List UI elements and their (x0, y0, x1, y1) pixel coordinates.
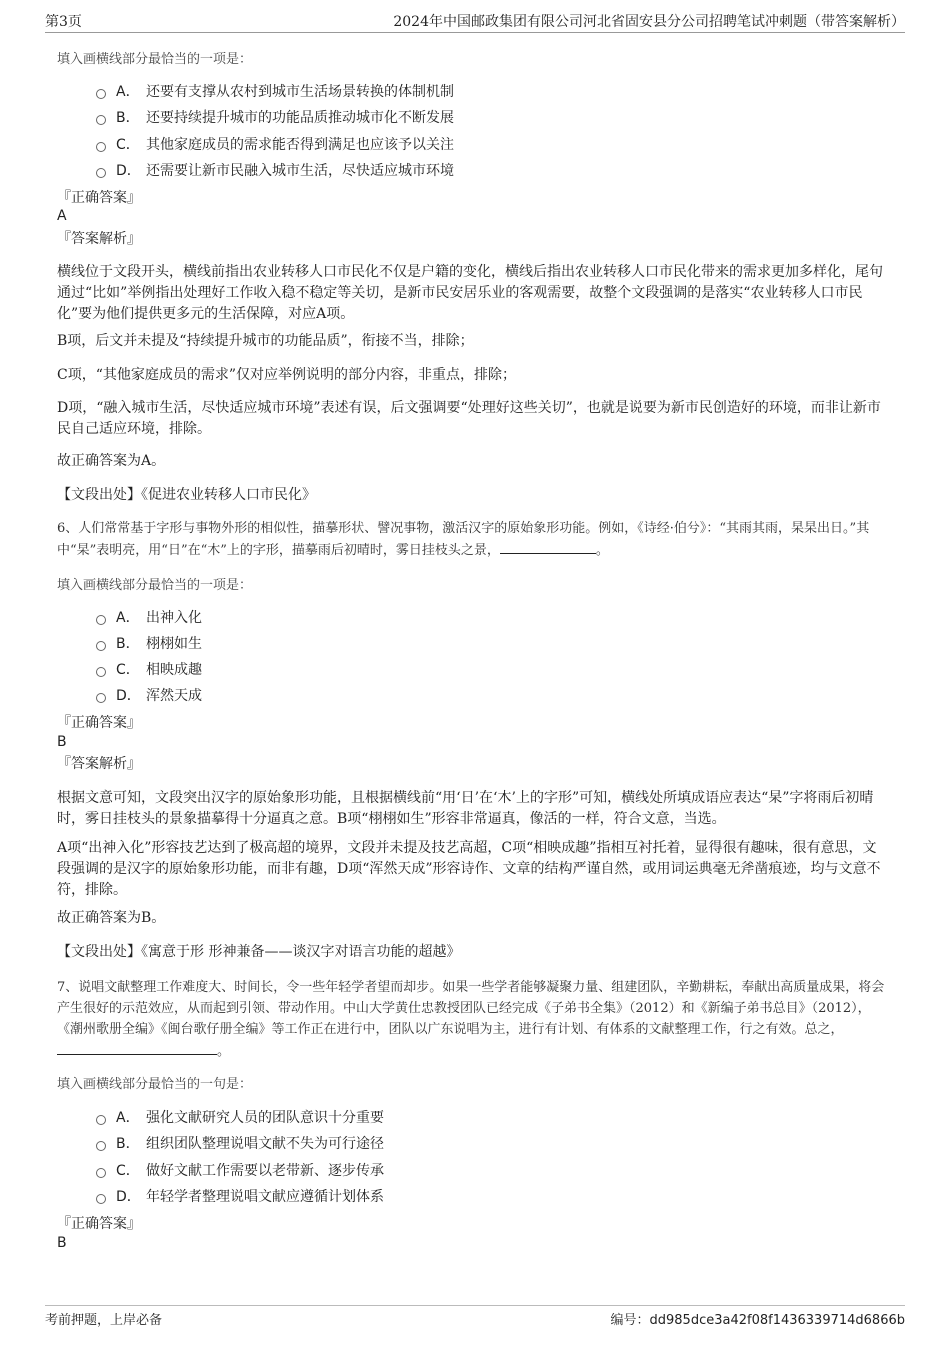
q5-answer-label: 『正确答案』 (57, 190, 141, 206)
q7-option-a[interactable]: A． 强化文献研究人员的团队意识十分重要 (96, 1108, 384, 1128)
radio-icon[interactable] (96, 1115, 106, 1125)
q5-option-b[interactable]: B． 还要持续提升城市的功能品质推动城市化不断发展 (96, 108, 454, 128)
q5-answer: A (57, 208, 67, 224)
q6-analysis-label: 『答案解析』 (57, 756, 141, 772)
q5-analysis-para-2: B项，后文并未提及“持续提升城市的功能品质”，衔接不当，排除； (57, 333, 474, 349)
radio-icon[interactable] (96, 693, 106, 703)
q7-prompt: 填入画横线部分最恰当的一句是： (57, 1077, 253, 1092)
document-code: 编号：dd985dce3a42f08f1436339714d6866b (610, 1313, 905, 1328)
q7-option-d[interactable]: D． 年轻学者整理说唱文献应遵循计划体系 (96, 1187, 384, 1207)
page-header (45, 10, 905, 33)
q5-prompt: 填入画横线部分最恰当的一项是： (57, 52, 253, 67)
q6-analysis-para-1: 根据文意可知，文段突出汉字的原始象形功能，且根据横线前“用‘日’在‘木’上的字形”可知，横线处所填成语应表达“杲”字将雨后初晴时，雾日挂枝头的景象描摹得十分逼真之意。B项“栩栩如生”形容非常逼真，像活的一样，符合文意，当选。 (57, 790, 874, 827)
q6-option-c[interactable]: C． 相映成趣 (96, 660, 202, 680)
page-footer (45, 1305, 905, 1328)
radio-icon[interactable] (96, 1194, 106, 1204)
q6-option-b[interactable]: B． 栩栩如生 (96, 634, 202, 654)
radio-icon[interactable] (96, 1168, 106, 1178)
document-title: 2024年中国邮政集团有限公司河北省固安县分公司招聘笔试冲刺题（带答案解析） (393, 14, 905, 30)
q7-option-c[interactable]: C． 做好文献工作需要以老带新、逐步传承 (96, 1161, 384, 1181)
q7-answer-label: 『正确答案』 (57, 1216, 141, 1232)
radio-icon[interactable] (96, 89, 106, 99)
q5-analysis-conclusion: 故正确答案为A。 (57, 453, 166, 469)
q6-option-d[interactable]: D． 浑然天成 (96, 686, 202, 706)
q5-option-a[interactable]: A． 还要有支撑从农村到城市生活场景转换的体制机制 (96, 82, 454, 102)
radio-icon[interactable] (96, 142, 106, 152)
q5-option-c[interactable]: C． 其他家庭成员的需求能否得到满足也应该予以关注 (96, 135, 454, 155)
q6-analysis-conclusion: 故正确答案为B。 (57, 910, 166, 926)
radio-icon[interactable] (96, 1141, 106, 1151)
q5-analysis-para-3: C项，“其他家庭成员的需求”仅对应举例说明的部分内容，非重点，排除； (57, 367, 517, 383)
q5-analysis-para-4: D项，“融入城市生活，尽快适应城市环境”表述有误，后文强调要“处理好这些关切”，也就是说要为新市民创造好的环境，而非让新市民自己适应环境，排除。 (57, 400, 881, 437)
radio-icon[interactable] (96, 667, 106, 677)
page-number: 第3页 (45, 14, 82, 30)
q7-option-b[interactable]: B． 组织团队整理说唱文献不失为可行途径 (96, 1134, 384, 1154)
q6-option-a[interactable]: A． 出神入化 (96, 608, 202, 628)
radio-icon[interactable] (96, 641, 106, 651)
q6-prompt: 填入画横线部分最恰当的一项是： (57, 578, 253, 593)
q6-answer-label: 『正确答案』 (57, 715, 141, 731)
footer-slogan: 考前押题，上岸必备 (45, 1313, 163, 1328)
q6-source: 【文段出处】《寓意于形 形神兼备——谈汉字对语言功能的超越》 (57, 944, 461, 960)
answer-blank (500, 539, 596, 554)
q5-option-d[interactable]: D． 还需要让新市民融入城市生活，尽快适应城市环境 (96, 161, 454, 181)
q7-stem: 7、说唱文献整理工作难度大、时间长，令一些年轻学者望而却步。如果一些学者能够凝聚力量、组建团队，辛勤耕耘，奉献出高质量成果，将会产生很好的示范效应，从而起到引领、带动作用。中山大学黄仕忠教授团队已经完成《子弟书全集》（2012）和《新编子弟书总目》（2012），《潮州歌册全编》《闽台歌仔册全编》等工作正在进行中，团队以广东说唱为主，进行有计划、有体系的文献整理工作，行之有效。总之，。 (57, 980, 885, 1059)
q6-analysis-para-2: A项“出神入化”形容技艺达到了极高超的境界，文段并未提及技艺高超，C项“相映成趣”指相互衬托着，显得很有趣味，很有意思，文段强调的是汉字的原始象形功能，而非有趣，D项“浑然天成”形容诗作、文章的结构严谨自然，或用词运典毫无斧凿痕迹，均与文意不符，排除。 (57, 840, 881, 898)
q5-analysis-label: 『答案解析』 (57, 231, 141, 247)
radio-icon[interactable] (96, 115, 106, 125)
q5-analysis-para-1: 横线位于文段开头，横线前指出农业转移人口市民化不仅是户籍的变化，横线后指出农业转移人口市民化带来的需求更加多样化，尾句通过“比如”举例指出处理好工作收入稳不稳定等关切，是新市民安居乐业的客观需要，故整个文段强调的是落实“农业转移人口市民化”要为他们提供更多元的生活保障，对应A项。 (57, 264, 883, 322)
q5-source: 【文段出处】《促进农业转移人口市民化》 (57, 487, 316, 503)
answer-blank (57, 1040, 217, 1055)
q6-stem: 6、人们常常基于字形与事物外形的相似性，描摹形状、譬况事物，激活汉字的原始象形功能。例如，《诗经·伯兮》：“其雨其雨，杲杲出日。”其中“杲”表明亮，用“日”在“木”上的字形，描摹雨后初晴时，雾日挂枝头之景， 。 (57, 521, 870, 558)
q7-answer: B (57, 1235, 67, 1251)
radio-icon[interactable] (96, 615, 106, 625)
q6-answer: B (57, 734, 67, 750)
radio-icon[interactable] (96, 168, 106, 178)
